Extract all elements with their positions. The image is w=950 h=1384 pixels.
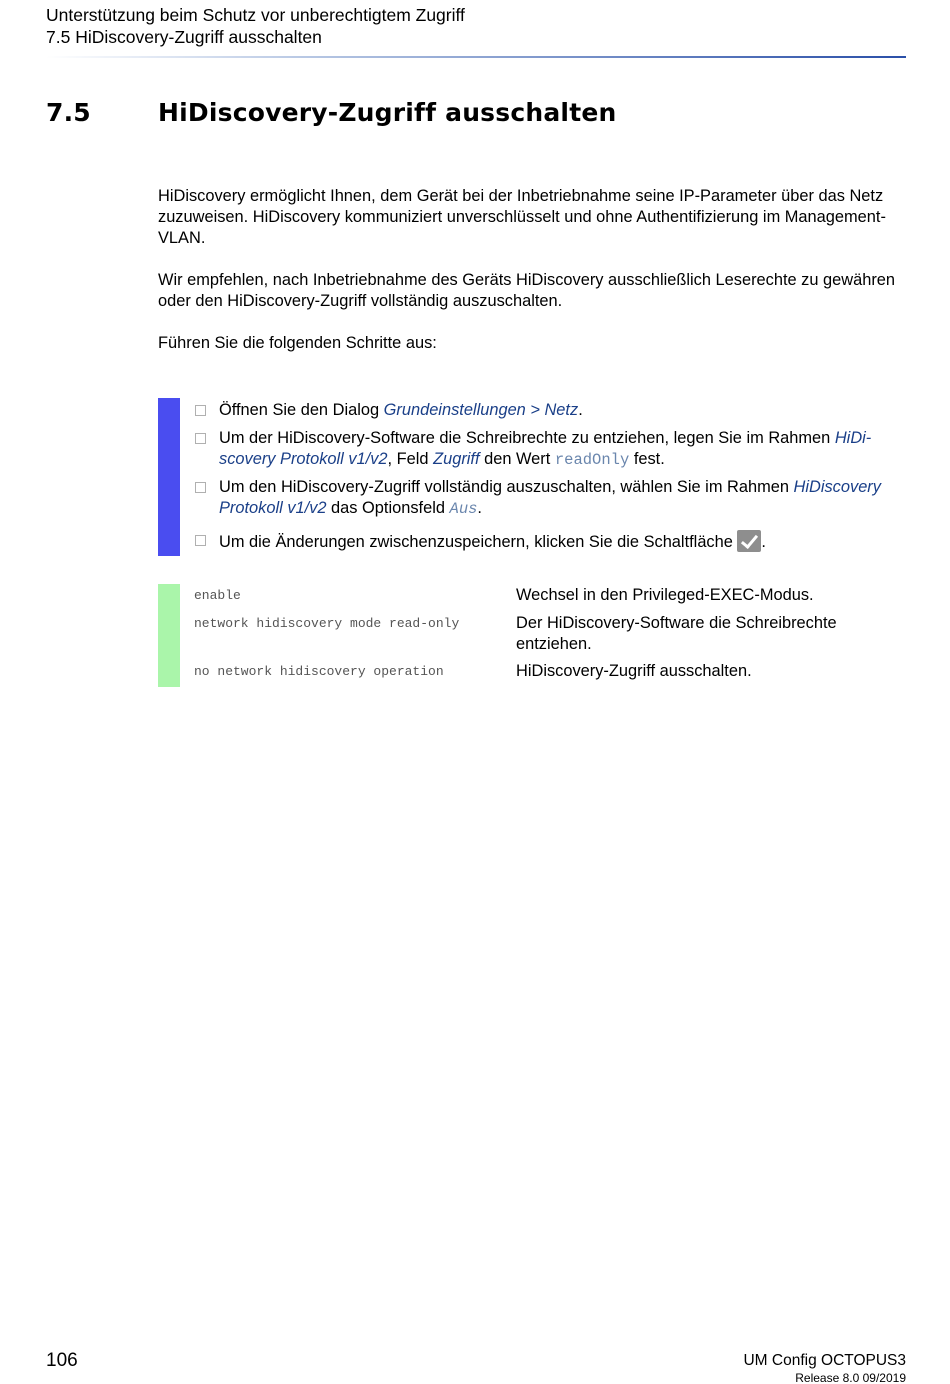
step-checkbox-icon (195, 405, 206, 416)
gui-step-disable-access: Um den HiDiscovery-Zugriff vollständig auszuschalten, wählen Sie im Rahmen HiDiscovery Protokoll v1/v2 das Optionsfeld Aus. (195, 477, 905, 520)
running-header (46, 4, 465, 48)
running-header-chapter: Unterstützung beim Schutz vor unberechtigtem Zugriff (46, 5, 465, 25)
page-number: 106 (46, 1350, 78, 1371)
cli-command: network hidiscovery mode read-only (194, 616, 460, 631)
dialog-reference: Grundeinstellungen > Netz (383, 401, 579, 419)
cli-description: Der HiDiscovery-Software die Schreibrechte entziehen. (516, 614, 837, 653)
step-checkbox-icon (195, 482, 206, 493)
frame-reference: HiDi-scovery Protokoll v1/v2 (219, 429, 872, 468)
running-header-section: 7.5 HiDiscovery-Zugriff ausschalten (46, 27, 322, 47)
recommendation-paragraph: Wir empfehlen, nach Inbetriebnahme des Geräts HiDiscovery ausschließlich Leserechte zu gewähren oder den HiDiscovery-Zugriff vollständig auszuschalten. (158, 271, 896, 310)
cli-description: HiDiscovery-Zugriff ausschalten. (516, 662, 752, 680)
cli-command: enable (194, 588, 241, 603)
intro-paragraph: HiDiscovery ermöglicht Ihnen, dem Gerät bei der Inbetriebnahme seine IP-Parameter über das Netz zuzuweisen. HiDiscovery kommuniziert unverschlüsselt und ohne Authentifizierung im Management-VLAN. (158, 187, 886, 247)
gui-steps-marker-bar (158, 398, 180, 556)
option-code: Aus (449, 500, 478, 518)
gui-step-save-changes: Um die Änderungen zwischenzuspeichern, klicken Sie die Schaltfläche . (195, 530, 905, 553)
frame-reference: HiDiscovery Protokoll v1/v2 (219, 478, 881, 517)
cli-steps-marker-bar (158, 584, 180, 687)
gui-step-set-read-only: Um der HiDiscovery-Software die Schreibrechte zu entziehen, legen Sie im Rahmen HiDi-scovery Protokoll v1/v2, Feld Zugriff den Wert readOnly fest. (195, 428, 905, 471)
cli-command: no network hidiscovery operation (194, 664, 444, 679)
section-title: HiDiscovery-Zugriff ausschalten (158, 98, 617, 127)
gui-step-open-dialog: Öffnen Sie den Dialog Grundeinstellungen > Netz. (195, 400, 905, 421)
steps-intro-paragraph: Führen Sie die folgenden Schritte aus: (158, 334, 437, 352)
field-reference: Zugriff (433, 450, 480, 468)
step-checkbox-icon (195, 433, 206, 444)
value-code: readOnly (554, 451, 630, 469)
footer-release: Release 8.0 09/2019 (795, 1371, 906, 1384)
section-heading (46, 98, 617, 127)
section-number: 7.5 (46, 98, 91, 127)
step-checkbox-icon (195, 535, 206, 546)
header-divider (46, 56, 906, 58)
footer-manual-title: UM Config OCTOPUS3 (743, 1352, 906, 1369)
checkmark-save-icon (737, 530, 761, 552)
cli-description: Wechsel in den Privileged-EXEC-Modus. (516, 586, 814, 604)
